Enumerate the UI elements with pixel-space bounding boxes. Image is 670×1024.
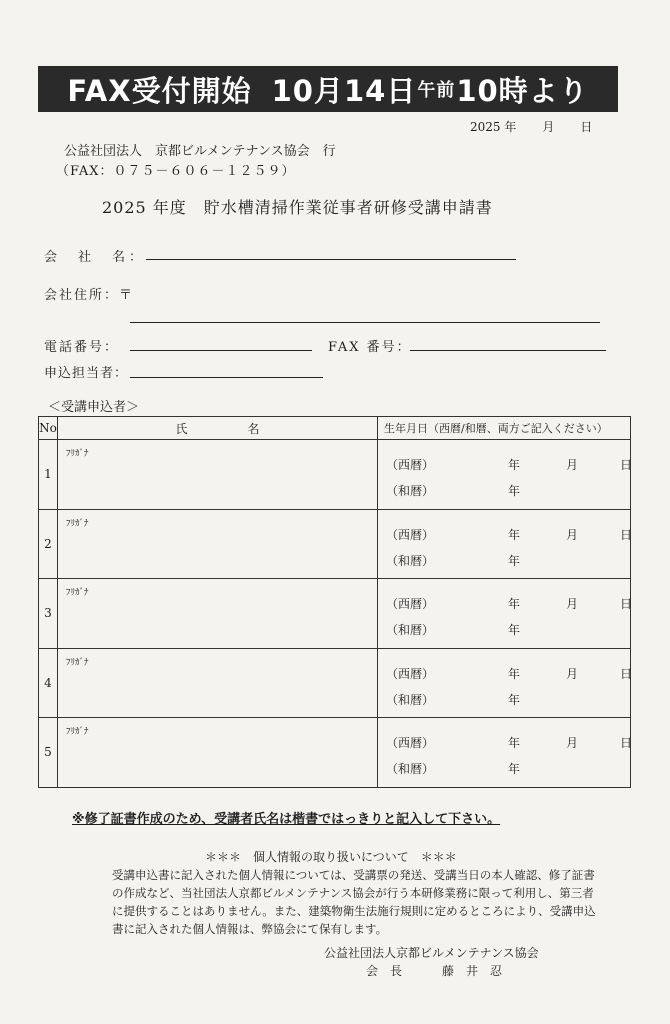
phone-input-line[interactable] (130, 350, 312, 351)
applicants-heading: ＜受講申込者＞ (48, 400, 140, 415)
phone-label: 電話番号： (44, 340, 120, 355)
name-cell[interactable] (58, 509, 378, 579)
application-date (470, 118, 592, 135)
date-day: 日 (580, 120, 593, 134)
date-year: 2025 年 (470, 120, 517, 134)
wareki-year-unit: 年 (508, 484, 521, 498)
seireki-year-unit: 年 (508, 527, 521, 542)
privacy-title: ＊＊＊ 個人情報の取り扱いについて ＊＊＊ (205, 850, 457, 864)
banner-date: 10月14日 (271, 73, 417, 108)
furigana-label: ﾌﾘｶﾞﾅ (66, 727, 89, 737)
name-cell[interactable] (58, 718, 378, 788)
fax-label: FAX 番号： (328, 340, 412, 355)
col-name: 氏 名 (58, 417, 378, 440)
row-number: 4 (39, 648, 58, 718)
row-number: 3 (39, 579, 58, 649)
company-input-line[interactable] (146, 259, 516, 260)
calligraphy-note: ※修了証書作成のため、受講者氏名は楷書ではっきりと記入して下さい。 (72, 812, 501, 827)
seireki-day-unit: 日 (620, 736, 633, 750)
fax-input-line[interactable] (410, 350, 606, 351)
birthdate-cell[interactable] (378, 509, 631, 579)
recipient-org: 公益社団法人 京都ビルメンテナンス協会 行 (64, 144, 336, 159)
seireki-month-unit: 月 (566, 458, 579, 472)
wareki-label: （和暦） (386, 623, 435, 637)
table-row (39, 718, 631, 788)
contact-label: 申込担当者： (44, 366, 129, 381)
seireki-label: （西暦） (386, 597, 435, 611)
col-no: No (39, 417, 58, 440)
seireki-day-unit: 日 (620, 527, 633, 542)
seireki-day-unit: 日 (620, 666, 633, 681)
table-row (39, 648, 631, 718)
birthdate-cell[interactable] (378, 718, 631, 788)
table-row (39, 440, 631, 510)
col-birthdate: 生年月日（西暦/和暦、両方ご記入ください） (378, 417, 631, 440)
seireki-month-unit: 月 (566, 597, 579, 611)
seireki-label: （西暦） (386, 736, 435, 750)
name-cell[interactable] (58, 648, 378, 718)
signature-name: 藤 井 忍 (442, 964, 503, 978)
birthdate-cell[interactable] (378, 579, 631, 649)
seireki-label: （西暦） (386, 458, 435, 472)
address-input-line[interactable] (130, 322, 600, 323)
furigana-label: ﾌﾘｶﾞﾅ (66, 449, 89, 459)
address-label: 会社住所：〒 (44, 288, 135, 303)
date-month: 月 (542, 120, 555, 134)
form-title: 2025 年度 貯水槽清掃作業従事者研修受講申請書 (102, 198, 493, 217)
seireki-label: （西暦） (386, 527, 435, 542)
seireki-day-unit: 日 (620, 458, 633, 472)
company-label: 会 社 名： (44, 250, 147, 265)
signature-org: 公益社団法人京都ビルメンテナンス協会 (324, 946, 539, 960)
seireki-year-unit: 年 (508, 736, 521, 750)
seireki-year-unit: 年 (508, 458, 521, 472)
seireki-month-unit: 月 (566, 666, 579, 681)
seireki-day-unit: 日 (620, 597, 633, 611)
birthdate-cell[interactable] (378, 440, 631, 510)
applicants-table (38, 416, 631, 788)
banner-time: 10時より (456, 73, 589, 108)
name-cell[interactable] (58, 440, 378, 510)
wareki-label: （和暦） (386, 484, 435, 498)
row-number: 2 (39, 509, 58, 579)
row-number: 1 (39, 440, 58, 510)
banner-prefix: FAX受付開始 (67, 73, 252, 108)
signature-role: 会 長 (366, 964, 403, 978)
seireki-year-unit: 年 (508, 597, 521, 611)
contact-input-line[interactable] (130, 377, 323, 378)
wareki-year-unit: 年 (508, 762, 521, 776)
furigana-label: ﾌﾘｶﾞﾅ (66, 657, 89, 668)
seireki-month-unit: 月 (566, 527, 579, 542)
table-row (39, 509, 631, 579)
seireki-month-unit: 月 (566, 736, 579, 750)
wareki-year-unit: 年 (508, 623, 521, 637)
name-cell[interactable] (58, 579, 378, 649)
row-number: 5 (39, 718, 58, 788)
banner-am: 午前 (417, 80, 456, 101)
fax-start-banner (38, 66, 618, 112)
furigana-label: ﾌﾘｶﾞﾅ (66, 518, 89, 529)
wareki-label: （和暦） (386, 762, 435, 776)
furigana-label: ﾌﾘｶﾞﾅ (66, 588, 89, 598)
birthdate-cell[interactable] (378, 648, 631, 718)
wareki-label: （和暦） (386, 553, 435, 568)
seireki-label: （西暦） (386, 666, 435, 681)
recipient-fax: （FAX：０７５－６０６－１２５９） (56, 164, 296, 179)
signature-president (366, 962, 502, 979)
seireki-year-unit: 年 (508, 666, 521, 681)
wareki-year-unit: 年 (508, 692, 521, 707)
privacy-body: 受講申込書に記入された個人情報については、受講票の発送、受講当日の本人確認、修了証書の作成など、当社団法人京都ビルメンテナンス協会が行う本研修業務に限って利用し、第三者に提供することはありません。また、建築物衛生法施行規則に定めるところにより、受講申込書に記入された個人情報は、弊協会にて保有します。 (112, 868, 596, 936)
table-header-row (39, 417, 631, 440)
wareki-year-unit: 年 (508, 553, 521, 568)
wareki-label: （和暦） (386, 692, 435, 707)
table-row (39, 579, 631, 649)
